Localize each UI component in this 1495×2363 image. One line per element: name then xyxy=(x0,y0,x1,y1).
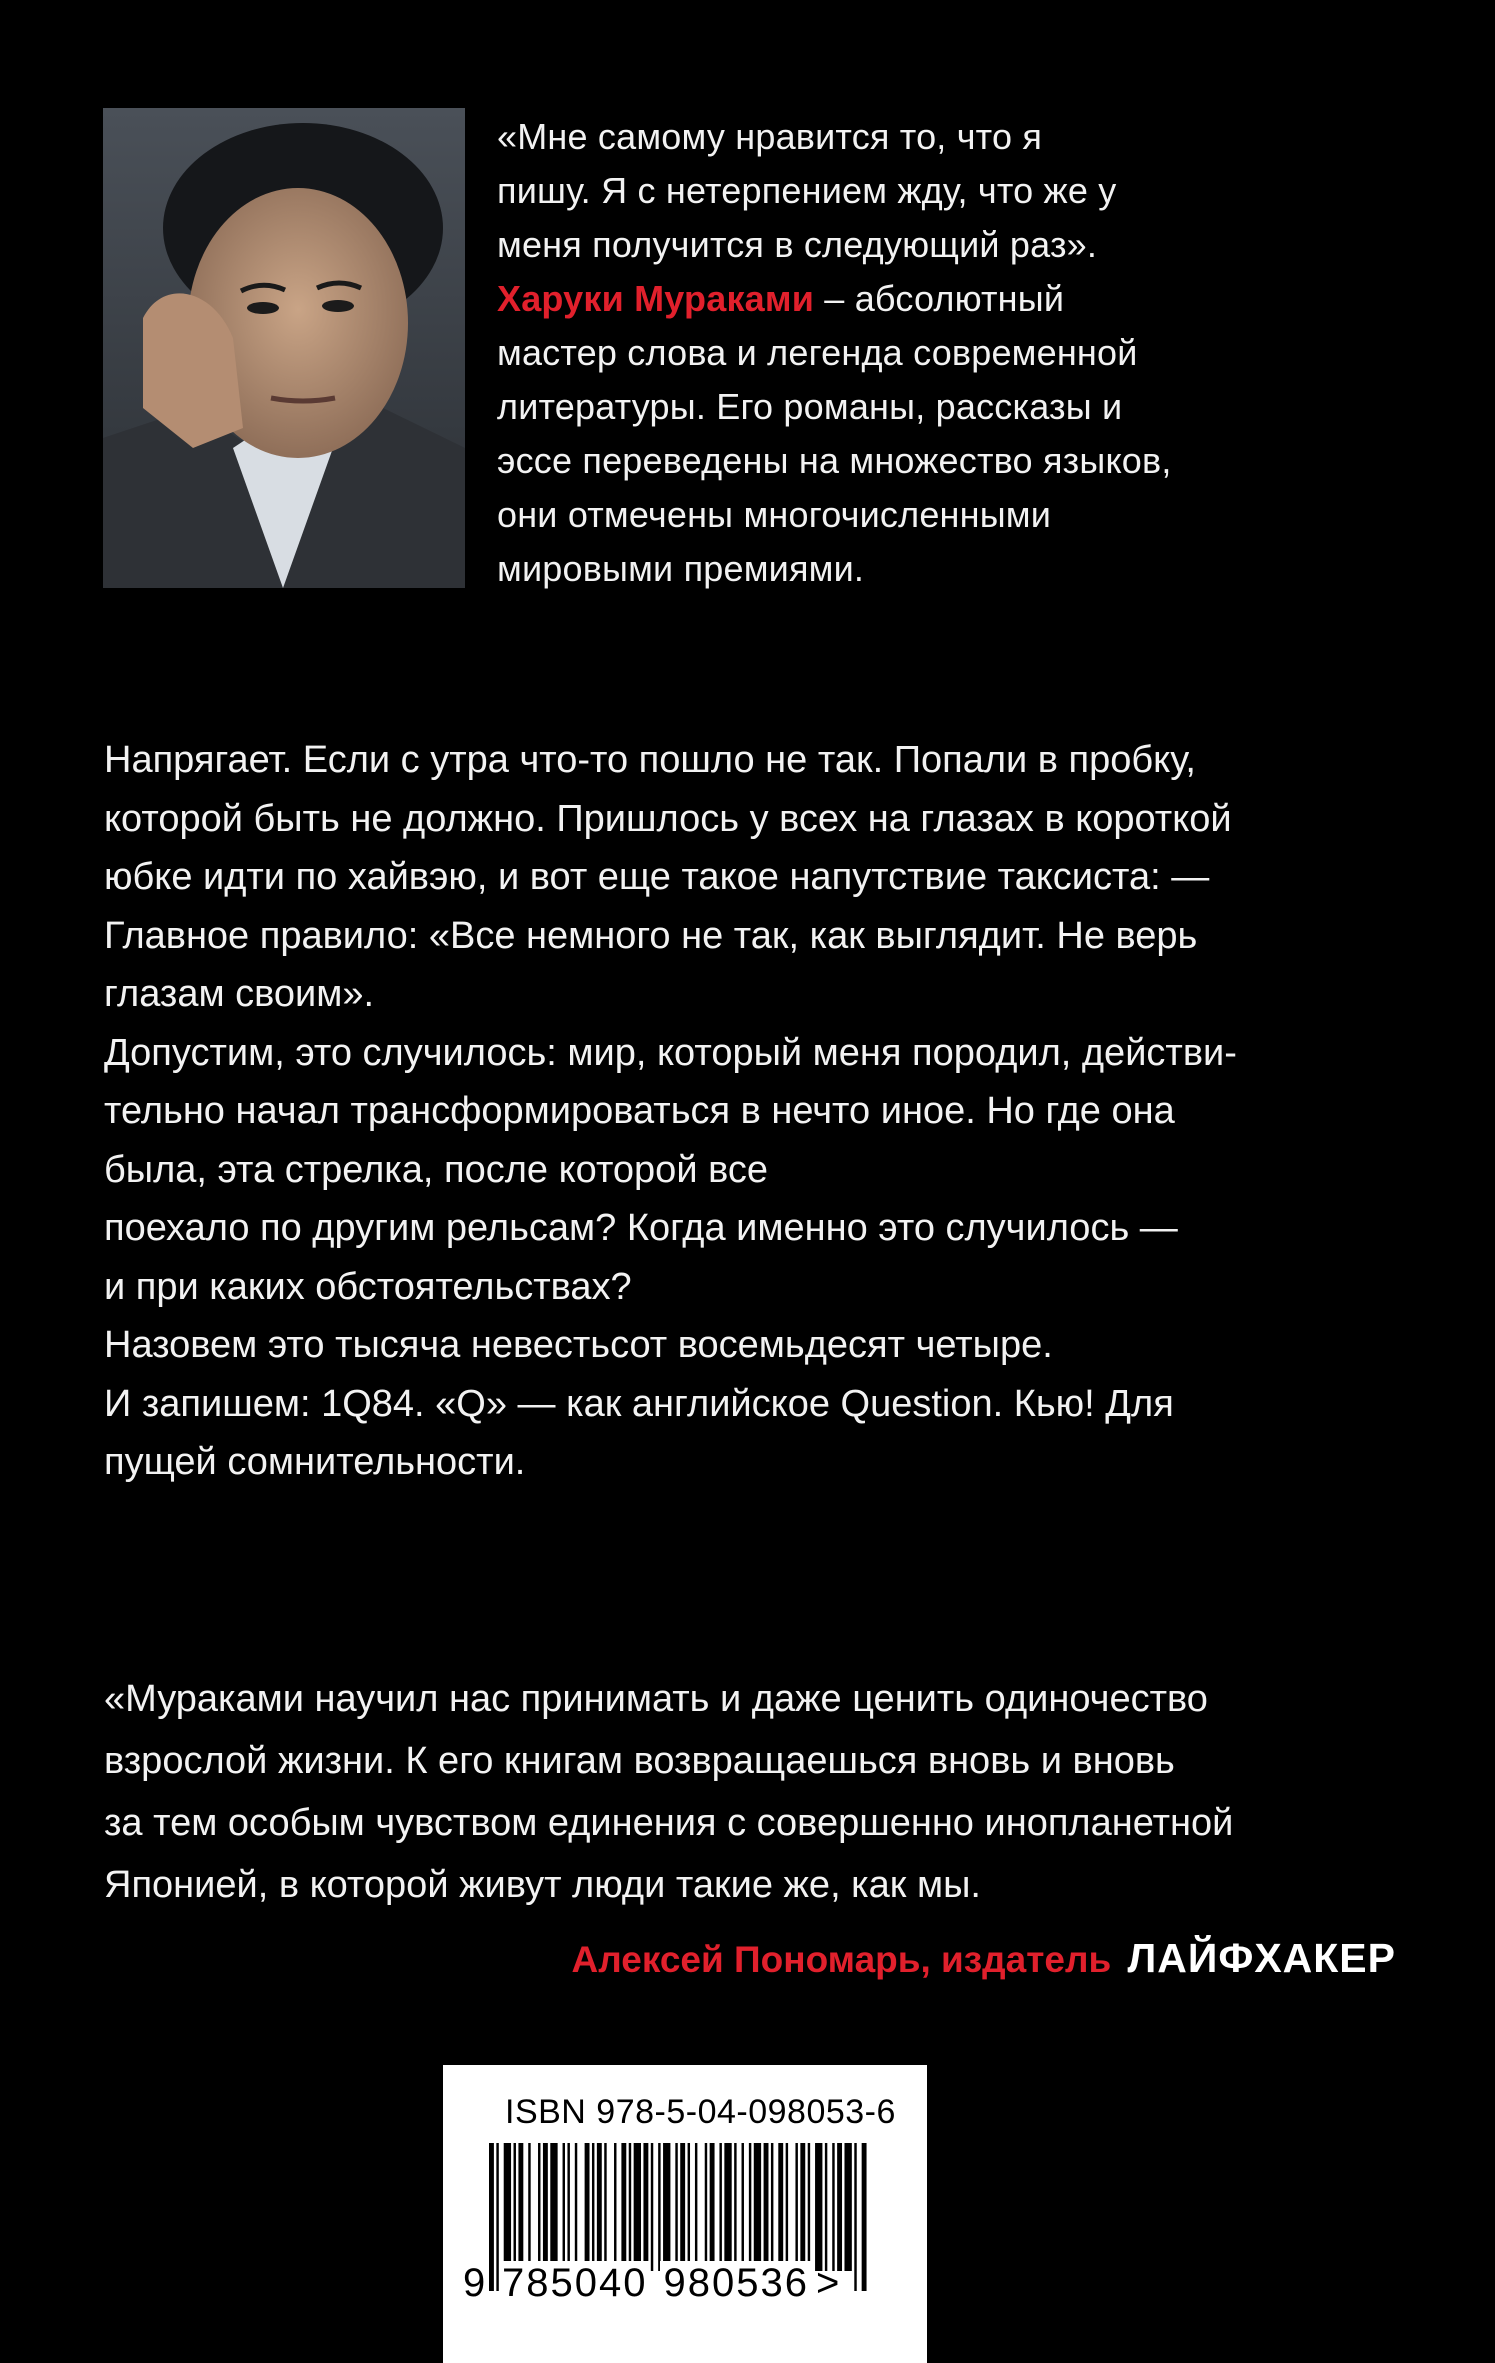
barcode-bar xyxy=(854,2143,856,2291)
barcode-bar xyxy=(825,2143,827,2271)
bio-line-with-author-name xyxy=(497,272,1287,326)
description-line: пущей сомнительности. xyxy=(104,1441,526,1483)
barcode-bar xyxy=(528,2143,530,2271)
barcode-bar xyxy=(575,2143,577,2271)
barcode-bar xyxy=(754,2143,761,2271)
description-line: Допустим, это случилось: мир, который меня породил, действи- xyxy=(104,1031,1237,1074)
description-line: и при каких обстоятельствах? xyxy=(104,1265,632,1308)
description-line: глазам своим». xyxy=(104,973,375,1015)
barcode-digits xyxy=(463,2261,839,2306)
barcode-bar xyxy=(815,2143,822,2271)
barcode-bar xyxy=(837,2143,842,2271)
author-bio xyxy=(497,110,1287,596)
barcode-bar xyxy=(832,2143,834,2271)
description-line: И запишем: 1Q84. «Q» — как английское Question. Кью! Для xyxy=(104,1382,1174,1425)
barcode-bar xyxy=(538,2143,540,2271)
review-line: взрослой жизни. К его книгам возвращаешься вновь и вновь xyxy=(104,1740,1175,1782)
reviewer-name: Алексей Пономарь, издатель xyxy=(571,1939,1112,1980)
description-line: Назовем это тысяча невестьсот восемьдесят четыре. xyxy=(104,1324,1053,1366)
description-line: поехало по другим рельсам? Когда именно это случилось — xyxy=(104,1207,1178,1249)
barcode-bar xyxy=(795,2143,797,2271)
publisher-brand: ЛАЙФХАКЕР xyxy=(1127,1935,1396,1981)
barcode-bar xyxy=(710,2143,715,2271)
barcode-bar xyxy=(688,2143,690,2271)
description-line: юбке идти по хайвэю, и вот еще такое напутствие таксиста: — xyxy=(104,856,1210,898)
barcode-bar xyxy=(658,2143,660,2271)
barcode-bar xyxy=(808,2143,810,2271)
barcode-bar xyxy=(771,2143,773,2271)
review-quote xyxy=(104,1668,1404,1916)
barcode-bar xyxy=(621,2143,626,2271)
barcode-bar xyxy=(585,2143,590,2271)
barcode-bar xyxy=(518,2143,523,2271)
barcode-bar xyxy=(550,2143,557,2271)
isbn-label: ISBN 978-5-04-098053-6 xyxy=(505,2093,896,2131)
bio-line-tail: – абсолютный xyxy=(814,278,1065,319)
barcode-bar xyxy=(567,2143,569,2271)
bio-line: пишу. Я с нетерпением жду, что же у xyxy=(497,170,1117,211)
bio-line: меня получится в следующий раз». xyxy=(497,224,1098,265)
barcode-bar xyxy=(862,2143,867,2291)
bio-line: «Мне самому нравится то, что я xyxy=(497,116,1043,157)
barcode-bar xyxy=(651,2143,653,2271)
barcode-bar xyxy=(695,2143,697,2271)
barcode-bar xyxy=(643,2143,648,2271)
barcode-bar xyxy=(724,2143,731,2271)
bio-line: эссе переведены на множество языков, xyxy=(497,440,1172,481)
author-photo xyxy=(103,108,465,588)
barcode-bar xyxy=(597,2143,602,2271)
book-description xyxy=(104,731,1404,1492)
review-line: за тем особым чувством единения с совершенно инопланетной xyxy=(104,1802,1234,1844)
review-attribution xyxy=(572,1935,1397,1982)
barcode-bar xyxy=(543,2143,548,2271)
description-line: Главное правило: «Все немного не так, как выглядит. Не верь xyxy=(104,914,1198,957)
barcode-bar xyxy=(592,2143,594,2271)
barcode-bar xyxy=(734,2143,736,2271)
barcode-digits-right: 980536 xyxy=(660,2261,811,2306)
description-line: которой быть не должно. Пришлось у всех на глазах в короткой xyxy=(104,797,1232,840)
barcode-arrow: > xyxy=(815,2261,840,2305)
author-portrait-image xyxy=(103,108,465,588)
barcode-bar xyxy=(764,2143,769,2271)
barcode-bar xyxy=(614,2143,616,2271)
bio-line: мастер слова и легенда современной xyxy=(497,332,1138,373)
barcode-bar xyxy=(563,2143,565,2271)
barcode-bar xyxy=(844,2143,851,2271)
review-line: Японией, в которой живут люди такие же, как мы. xyxy=(104,1864,981,1906)
barcode-bar xyxy=(749,2143,751,2271)
barcode-digits-left: 785040 xyxy=(499,2261,650,2306)
bio-line: мировыми премиями. xyxy=(497,548,865,589)
author-name: Харуки Мураками xyxy=(497,278,815,319)
barcode-bar xyxy=(719,2143,721,2271)
barcode-bar xyxy=(786,2143,788,2271)
description-line: тельно начал трансформироваться в нечто иное. Но где она xyxy=(104,1090,1175,1132)
barcode-bar xyxy=(742,2143,744,2271)
description-line: Напрягает. Если с утра что-то пошло не так. Попали в пробку, xyxy=(104,739,1196,781)
barcode-panel xyxy=(443,2065,927,2363)
bio-line: литературы. Его романы, рассказы и xyxy=(497,386,1123,427)
description-line: была, эта стрелка, после которой все xyxy=(104,1148,768,1191)
barcode-bar xyxy=(604,2143,606,2271)
barcode-digit-first: 9 xyxy=(463,2261,486,2305)
barcode-bar xyxy=(514,2143,516,2271)
barcode-bar xyxy=(705,2143,707,2271)
barcode-bar xyxy=(800,2143,805,2271)
barcode-bar xyxy=(778,2143,783,2271)
barcode-bar xyxy=(634,2143,641,2271)
review-line: «Мураками научил нас принимать и даже ценить одиночество xyxy=(104,1678,1208,1720)
barcode-bar xyxy=(663,2143,670,2271)
barcode-bar xyxy=(504,2143,511,2271)
barcode-bar xyxy=(629,2143,631,2271)
bio-line: они отмечены многочисленными xyxy=(497,494,1052,535)
